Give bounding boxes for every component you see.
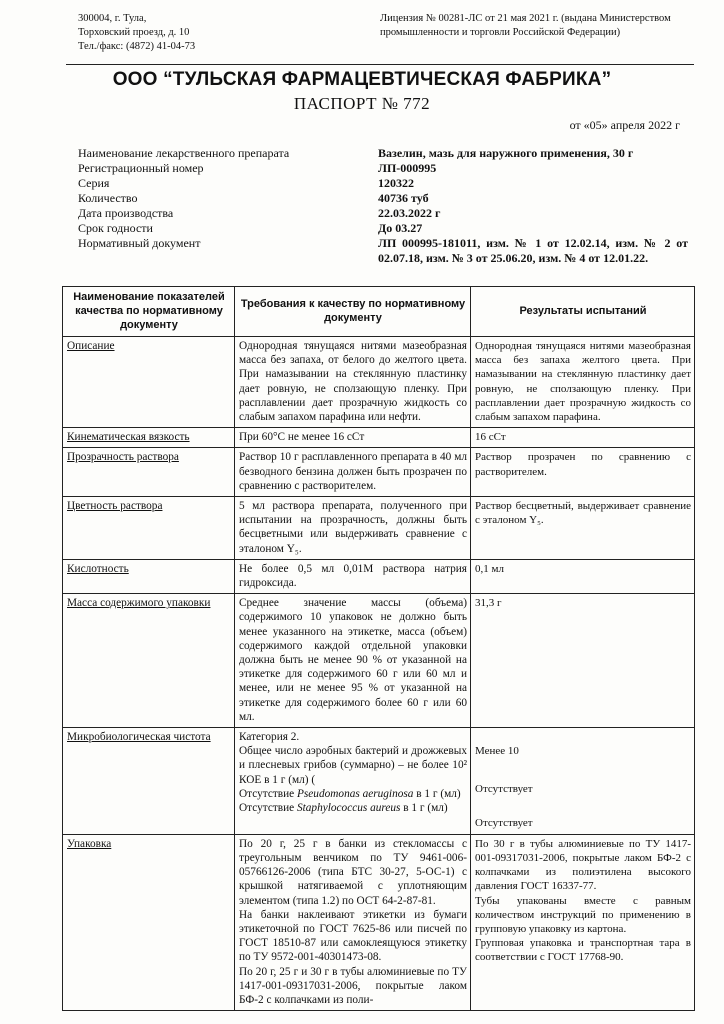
info-label: Срок годности [78,221,153,235]
requirement-text: При 60°С не менее 16 сСт [235,428,471,448]
quality-table [62,286,695,1011]
requirement-prefix: Отсутствие [239,802,297,815]
requirement-suffix: в 1 г (мл) [400,802,448,815]
info-row [78,146,688,161]
indicator-name: Прозрачность раствора [63,448,235,497]
result-text [471,728,695,835]
result-text: 0,1 мл [471,559,695,593]
result-text: 16 сСт [471,428,695,448]
info-label: Дата производства [78,206,174,220]
result-text: Раствор прозрачен по сравнению с растворителем. [471,448,695,497]
info-value: Вазелин, мазь для наружного применения, 30 г [378,146,634,160]
column-header-results: Результаты испытаний [471,287,695,337]
table-row [63,559,695,593]
result-line: Тубы упакованы вместе с равным количеством инструкций по применению в групповую упаковку из картона. [475,894,691,935]
info-label: Серия [78,176,110,190]
info-label: Регистрационный номер [78,161,204,175]
indicator-name: Масса содержимого упаковки [63,594,235,728]
info-label: Наименование лекарственного препарата [78,146,290,160]
requirement-prefix: Отсутствие [239,787,297,800]
info-value: 40736 туб [378,191,429,205]
result-line: Отсутствует [475,783,533,796]
organism-name: Staphylococcus aureus [297,802,401,815]
table-row [63,497,695,560]
result-text [471,834,695,1010]
requirement-text: Однородная тянущаяся нитями мазеобразная масса без запаха, от белого до желтого цвета. При намазывании на стеклянную пластинку дает ровную, не сползающую пленку. При расплавлении дает прозрачную жидкость со слабым запахом парафина или нефти. [235,337,471,428]
info-label: Количество [78,191,138,205]
info-label: Нормативный документ [78,236,201,250]
requirement-line: Общее число аэробных бактерий и дрожжевых и плесневых грибов (суммарно) – не более 10² КОЕ в 1 г (мл) ( [239,745,467,786]
requirement-line: По 20 г, 25 г и 30 г в тубы алюминиевые по ТУ 1417-001-09317031-2006, покрытые лаком БФ-2 с колпачками из поли- [239,965,467,1006]
info-value: 22.03.2022 г [378,206,441,220]
result-text: 31,3 г [471,594,695,728]
requirement-text: 5 мл раствора препарата, полученного при испытании на прозрачность, должны быть бесцветными или выдерживать сравнение с эталоном Y₅. [235,497,471,560]
company-name: ООО “ТУЛЬСКАЯ ФАРМАЦЕВТИЧЕСКАЯ ФАБРИКА” [112,69,612,90]
requirement-text [235,728,471,835]
requirement-text: Раствор 10 г расплавленного препарата в 40 мл безводного бензина должен быть прозрачен по сравнению с растворителем. [235,448,471,497]
requirement-line: Категория 2. [239,731,300,744]
info-value: ЛП 000995-181011, изм. № 1 от 12.02.14, изм. № 2 от 02.07.18, изм. № 3 от 25.06.20, изм. № 4 от 12.01.22. [378,236,688,265]
info-row [78,161,688,176]
address-line: Тел./факс: (4872) 41-04-73 [78,41,196,52]
indicator-name: Цветность раствора [63,497,235,560]
table-row [63,728,695,835]
result-text: Однородная тянущаяся нитями мазеобразная масса без запаха желтого цвета. При намазывании на стеклянную пластинку дает ровную, не сползающую пленку. При расплавлении дает прозрачную жидкость со слабым запахом парафина. [471,337,695,428]
table-row [63,834,695,1010]
license-info: Лицензия № 00281-ЛС от 21 мая 2021 г. (выдана Министерством промышленности и торговли Российской Федерации) [380,13,671,38]
info-value: 120322 [378,176,414,190]
header-divider [66,64,694,65]
requirement-line: По 20 г, 25 г в банки из стекломассы с треугольным венчиком по ТУ 9461-006-05766126-2006 (типа БТС 30-27, 5-ОС-1) с крышкой натягиваемой с уплотняющим элементом (типа 1.2) по ОСТ 64-2-87-81. [239,837,467,907]
address-line: 300004, г. Тула, [78,13,147,24]
indicator-name: Микробиологическая чистота [63,728,235,835]
indicator-name: Описание [63,337,235,428]
product-info [78,146,688,266]
requirement-line [239,801,467,815]
info-row [78,206,688,221]
table-row [63,594,695,728]
result-text: Раствор бесцветный, выдерживает сравнение с эталоном Y₅. [471,497,695,560]
info-row [78,236,688,266]
result-line: Отсутствует [475,817,533,830]
requirement-line [239,787,467,801]
result-line: По 30 г в тубы алюминиевые по ТУ 1417-001-09317031-2006, покрытые лаком БФ-2 с колпачками из полиэтилена высокого давления ГОСТ 16337-77. [475,837,691,893]
table-header-row [63,287,695,337]
result-line: Групповая упаковка и транспортная тара в соответствии с ГОСТ 17768-90. [475,937,691,964]
info-value: ЛП-000995 [378,161,437,175]
table-row [63,337,695,428]
passport-title: ПАСПОРТ № 772 [293,94,431,113]
info-value: До 03.27 [378,221,423,235]
requirement-line: На банки наклеивают этикетки из бумаги этикеточной по ГОСТ 7625-86 или писчей по ГОСТ 18510-87 или самоклеящуюся этикетку по ТУ 9572-001-40301473-08. [239,908,467,964]
column-header-requirements: Требования к качеству по нормативному документу [235,287,471,337]
requirement-text: Не более 0,5 мл 0,01М раствора натрия гидроксида. [235,559,471,593]
requirement-text: Среднее значение массы (объема) содержимого 10 упаковок не должно быть менее указанного на этикетке, масса (объем) содержимого каждой отдельной упаковки должна быть не менее 90 % от указанной на этикетке для содержимого 60 г или 60 мл и менее, или не менее 95 % от указанной на этикетке для содержимого более 60 г или 60 мл. [235,594,471,728]
result-line: Менее 10 [475,745,519,758]
info-row [78,191,688,206]
column-header-indicator: Наименование показателей качества по нормативному документу [63,287,235,337]
organism-name: Pseudomonas aeruginosa [297,787,414,800]
indicator-name: Кислотность [63,559,235,593]
info-row [78,176,688,191]
passport-date: от «05» апреля 2022 г [569,118,680,132]
indicator-name: Кинематическая вязкость [63,428,235,448]
indicator-name: Упаковка [63,834,235,1010]
requirement-suffix: в 1 г (мл) [413,787,461,800]
requirement-text [235,834,471,1010]
info-row [78,221,688,236]
manufacturer-address [78,12,195,54]
table-row [63,428,695,448]
table-row [63,448,695,497]
address-line: Торховский проезд, д. 10 [78,27,190,38]
